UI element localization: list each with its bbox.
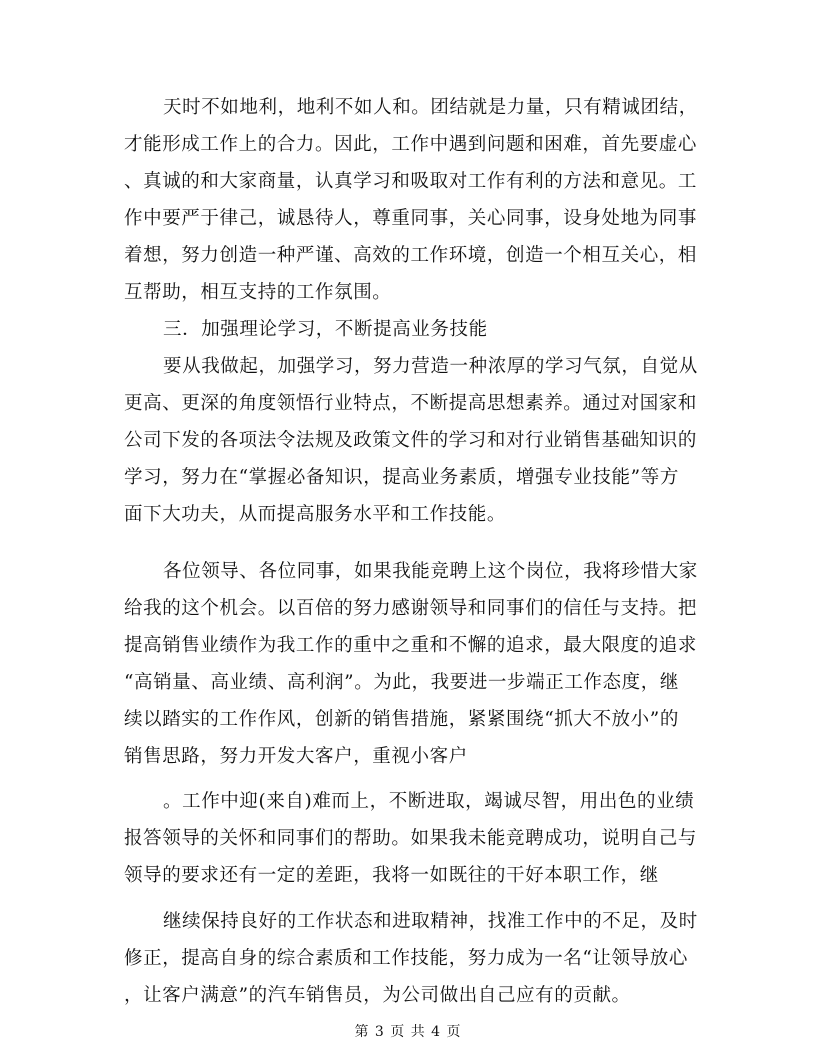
paragraph-line: 各位领导、各位同事，如果我能竞聘上这个岗位，我将珍惜大家	[163, 561, 698, 582]
paragraph-line: 着想，努力创造一种严谨、高效的工作环境，创造一个相互关心，相	[124, 245, 698, 266]
paragraph-line: 、真诚的和大家商量，认真学习和吸取对工作有利的方法和意见。工	[124, 171, 698, 192]
paragraph-line: 。工作中迎(来自)难而上，不断进取，竭诚尽智，用出色的业绩	[163, 791, 695, 812]
paragraph-line: 互帮助，相互支持的工作氛围。	[124, 282, 392, 303]
paragraph-line: 报答领导的关怀和同事们的帮助。如果我未能竞聘成功，说明自己与	[124, 828, 698, 849]
paragraph-line: 提高销售业绩作为我工作的重中之重和不懈的追求，最大限度的追求	[124, 635, 698, 656]
paragraph-line: 给我的这个机会。以百倍的努力感谢领导和同事们的信任与支持。把	[124, 598, 698, 619]
paragraph-line: 学习，努力在“掌握必备知识，提高业务素质，增强专业技能”等方	[124, 467, 679, 488]
paragraph-line: 销售思路，努力开发大客户，重视小客户	[124, 746, 468, 767]
paragraph-line: 面下大功夫，从而提高服务水平和工作技能。	[124, 504, 507, 525]
section-heading: 三．加强理论学习，不断提高业务技能	[163, 319, 488, 340]
paragraph-line: 要从我做起，加强学习，努力营造一种浓厚的学习气氛，自觉从	[163, 356, 698, 377]
paragraph-line: 天时不如地利，地利不如人和。团结就是力量，只有精诚团结，	[163, 97, 698, 118]
paragraph-line: 继续保持良好的工作状态和进取精神，找准工作中的不足，及时	[163, 911, 698, 932]
paragraph-line: 作中要严于律己，诚恳待人，尊重同事，关心同事，设身处地为同事	[124, 208, 698, 229]
paragraph-line: 公司下发的各项法令法规及政策文件的学习和对行业销售基础知识的	[124, 430, 698, 451]
paragraph-line: 续以踏实的工作作风，创新的销售措施，紧紧围绕“抓大不放小”的	[124, 709, 679, 730]
page-number-footer: 第 3 页 共 4 页	[354, 1024, 462, 1040]
paragraph-line: 才能形成工作上的合力。因此，工作中遇到问题和困难，首先要虚心	[124, 134, 698, 155]
paragraph-line: “高销量、高业绩、高利润”。为此，我要进一步端正工作态度，继	[124, 672, 679, 693]
paragraph-line: ，让客户满意”的汽车销售员，为公司做出自己应有的贡献。	[124, 985, 631, 1006]
paragraph-line: 领导的要求还有一定的差距，我将一如既往的干好本职工作，继	[124, 865, 659, 886]
paragraph-line: 修正，提高自身的综合素质和工作技能，努力成为一名“让领导放心	[124, 948, 688, 969]
paragraph-line: 更高、更深的角度领悟行业特点，不断提高思想素养。通过对国家和	[124, 393, 698, 414]
